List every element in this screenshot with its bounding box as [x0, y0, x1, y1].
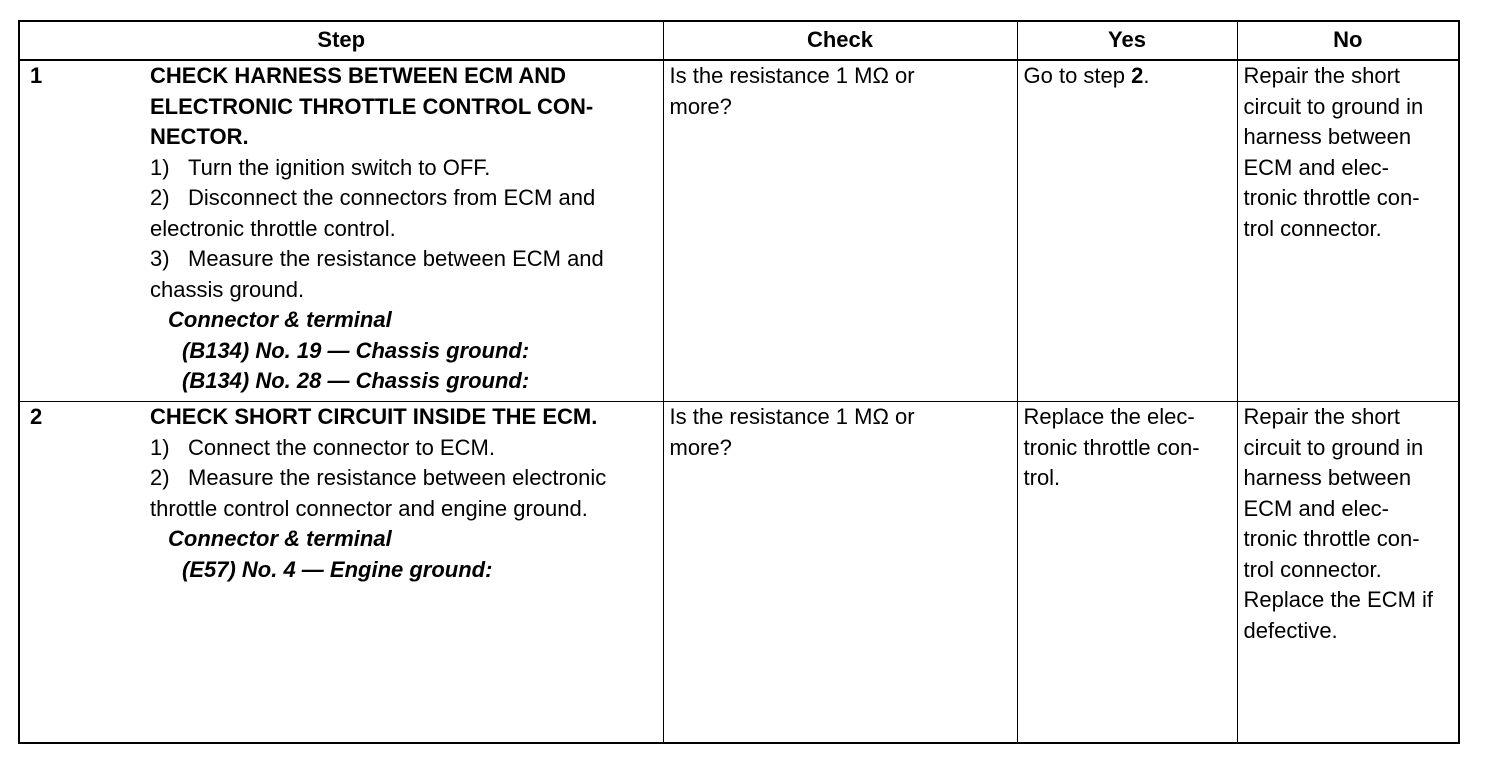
table-row — [19, 60, 1459, 402]
no-text-line: ECM and elec- — [1243, 154, 1390, 180]
procedure-step-text: Disconnect the connectors from ECM and — [188, 185, 596, 210]
no-text-line: circuit to ground in — [1243, 434, 1424, 460]
step-title — [150, 61, 653, 153]
procedure-step-text: chassis ground. — [150, 276, 305, 302]
check-cell — [663, 402, 1017, 744]
check-text-line: more? — [669, 93, 732, 119]
procedure-step-text: Measure the resistance between electronic — [188, 465, 607, 490]
header-yes: Yes — [1017, 21, 1237, 60]
procedure-step-text: Turn the ignition switch to OFF. — [188, 154, 491, 180]
procedure-step — [150, 433, 653, 464]
no-text-line: trol connector. — [1243, 215, 1382, 241]
step-body — [150, 402, 657, 585]
step-number: 1 — [30, 63, 43, 88]
yes-text: Go to step — [1023, 63, 1132, 88]
no-text-line: Repair the short — [1243, 63, 1401, 88]
procedure-step-number: 2) — [150, 185, 170, 210]
procedure-step-number: 1) — [150, 434, 170, 460]
check-text-line: Is the resistance 1 MΩ or — [669, 63, 915, 88]
header-check: Check — [663, 21, 1017, 60]
no-cell — [1237, 60, 1459, 402]
step-title — [150, 402, 653, 433]
yes-text-suffix: . — [1143, 63, 1150, 88]
no-text-line: harness between — [1243, 465, 1412, 490]
step-body — [150, 61, 657, 397]
yes-step-reference: 2 — [1131, 63, 1144, 88]
yes-text-line: trol. — [1023, 465, 1061, 490]
no-text-line: tronic throttle con- — [1243, 526, 1420, 551]
diagnostic-table — [18, 20, 1460, 744]
no-text-line: Repair the short — [1243, 404, 1401, 429]
procedure-step — [150, 153, 653, 184]
no-text-line: tronic throttle con- — [1243, 185, 1420, 210]
procedure-step — [150, 463, 653, 494]
procedure-step-text: electronic throttle control. — [150, 215, 396, 241]
step-title-line: ELECTRONIC THROTTLE CONTROL CON- — [150, 93, 594, 119]
check-text-line: more? — [669, 434, 732, 460]
step-title-line: CHECK HARNESS BETWEEN ECM AND — [150, 63, 566, 88]
procedure-step — [150, 244, 653, 275]
no-text-line: ECM and elec- — [1243, 495, 1390, 521]
no-cell — [1237, 402, 1459, 744]
yes-text-line: tronic throttle con- — [1023, 434, 1200, 460]
step-number: 2 — [30, 404, 43, 429]
check-cell — [663, 60, 1017, 402]
no-text-line: circuit to ground in — [1243, 93, 1424, 119]
connector-terminal-label: Connector & terminal — [168, 307, 392, 332]
step-title-line: NECTOR. — [150, 124, 249, 149]
no-text-line: Replace the ECM if — [1243, 587, 1434, 612]
no-text-line: defective. — [1243, 617, 1338, 643]
procedure-step-number: 3) — [150, 246, 170, 271]
header-no: No — [1237, 21, 1459, 60]
step-cell — [19, 402, 663, 744]
table-row — [19, 402, 1459, 744]
procedure-step — [150, 183, 653, 214]
no-text-line: trol connector. — [1243, 556, 1382, 582]
connector-terminal-item: (B134) No. 28 — Chassis ground: — [182, 368, 530, 393]
yes-cell — [1017, 60, 1237, 402]
procedure-step-text: Measure the resistance between ECM and — [188, 246, 604, 271]
step-cell — [19, 60, 663, 402]
step-title-line: CHECK SHORT CIRCUIT INSIDE THE ECM. — [150, 404, 598, 429]
check-text-line: Is the resistance 1 MΩ or — [669, 404, 915, 429]
procedure-step-number: 2) — [150, 465, 170, 490]
header-step: Step — [19, 21, 663, 60]
yes-cell — [1017, 402, 1237, 744]
procedure-step-number: 1) — [150, 154, 170, 180]
procedure-step-text: Connect the connector to ECM. — [188, 434, 495, 460]
connector-terminal-item: (E57) No. 4 — Engine ground: — [182, 556, 493, 582]
connector-terminal-item: (B134) No. 19 — Chassis ground: — [182, 337, 530, 363]
yes-text-line: Replace the elec- — [1023, 404, 1195, 429]
procedure-step-text: throttle control connector and engine ground. — [150, 495, 588, 521]
no-text-line: harness between — [1243, 124, 1412, 149]
header-row — [19, 21, 1459, 60]
connector-terminal-label: Connector & terminal — [168, 526, 392, 551]
